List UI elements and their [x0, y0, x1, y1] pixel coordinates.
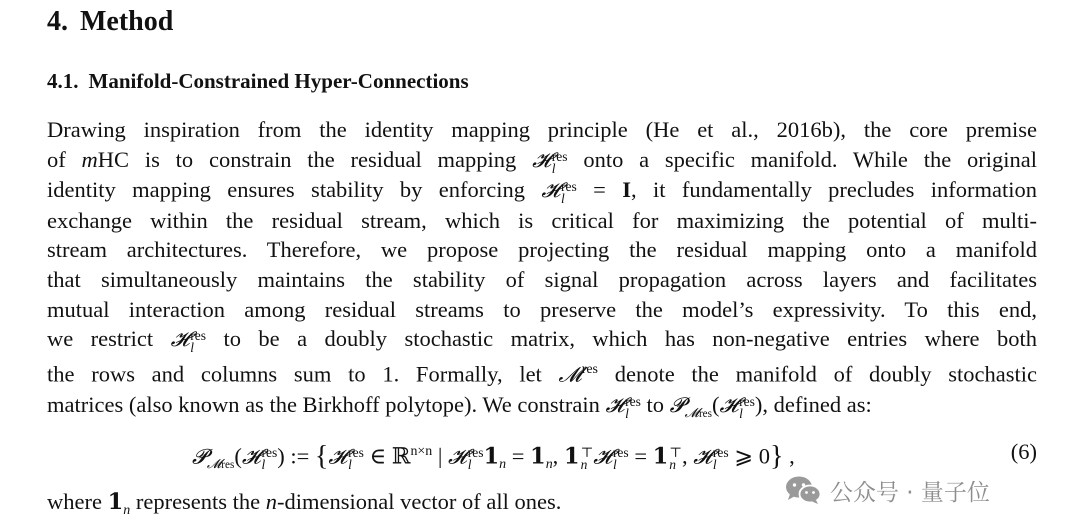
math-H-res-l: 𝓗 — [541, 178, 561, 203]
paragraph-line: identity mapping ensures stability by enforcing 𝓗 res l = I, it fundamentally precludes information — [47, 177, 1037, 207]
paragraph-line: we restrict 𝓗 res l to be a doubly stochastic matrix, which has non-negative entries where both — [47, 326, 1037, 356]
watermark-text: 公众号 · 量子位 — [830, 479, 990, 506]
paragraph-line: stream architectures. Therefore, we propose projecting the residual mapping onto a manifold — [47, 237, 1037, 263]
paragraph-line: of mHC is to constrain the residual mapping 𝓗 res l onto a specific manifold. While the original — [47, 146, 1037, 176]
section-number: 4. — [47, 6, 68, 37]
after-equation-text: where $𝟏_n$ represents the n-dimensional vector of all ones. — [47, 489, 562, 518]
section-heading — [47, 2, 173, 42]
math-M-res: 𝓜 — [558, 362, 582, 387]
wechat-icon — [784, 475, 822, 505]
math-H-res-l: 𝓗 — [605, 392, 625, 417]
paragraph-line: matrices (also known as the Birkhoff polytope). We constrain 𝓗 res l to 𝓟$_{𝓜res}$(𝓗 res l ), defined as: — [47, 391, 872, 421]
paragraph-line: that simultaneously maintains the stability of signal propagation across layers and facilitates — [47, 266, 1037, 292]
subsection-heading — [47, 64, 469, 98]
paragraph-line: the rows and columns sum to 1. Formally, let 𝓜$^{res}$ denote the manifold of doubly stochastic — [47, 361, 1038, 387]
body-paragraph — [47, 115, 1037, 429]
math-H-res-l: 𝓗 — [170, 327, 190, 352]
equation-body: 𝓟$_{𝓜res}$(𝓗 res l ) := {𝓗 res l ∈ ℝ$^{n\times n}$ | 𝓗 res l $𝟏_n$ = $𝟏_n$, 𝟏 ⊤ n 𝓗 res l = 𝟏 ⊤ n , 𝓗 res l ⩾ 0} , — [192, 441, 795, 473]
math-H-res-l: 𝓗 — [532, 147, 551, 172]
paragraph-line: exchange within the residual stream, which is critical for maximizing the potential of multi- — [47, 207, 1037, 233]
equation-6 — [47, 430, 1037, 474]
subsection-title: Manifold-Constrained Hyper-Connections — [88, 69, 469, 93]
paragraph-line: mutual interaction among residual streams to preserve the model’s expressivity. To this end, — [47, 296, 1037, 322]
equation-number: (6) — [1010, 439, 1037, 464]
paragraph-line: Drawing inspiration from the identity mapping principle (He et al., 2016b), the core premise — [47, 117, 1037, 142]
wechat-watermark — [784, 474, 990, 506]
subsection-number: 4.1. — [47, 69, 79, 93]
section-title: Method — [80, 6, 174, 37]
